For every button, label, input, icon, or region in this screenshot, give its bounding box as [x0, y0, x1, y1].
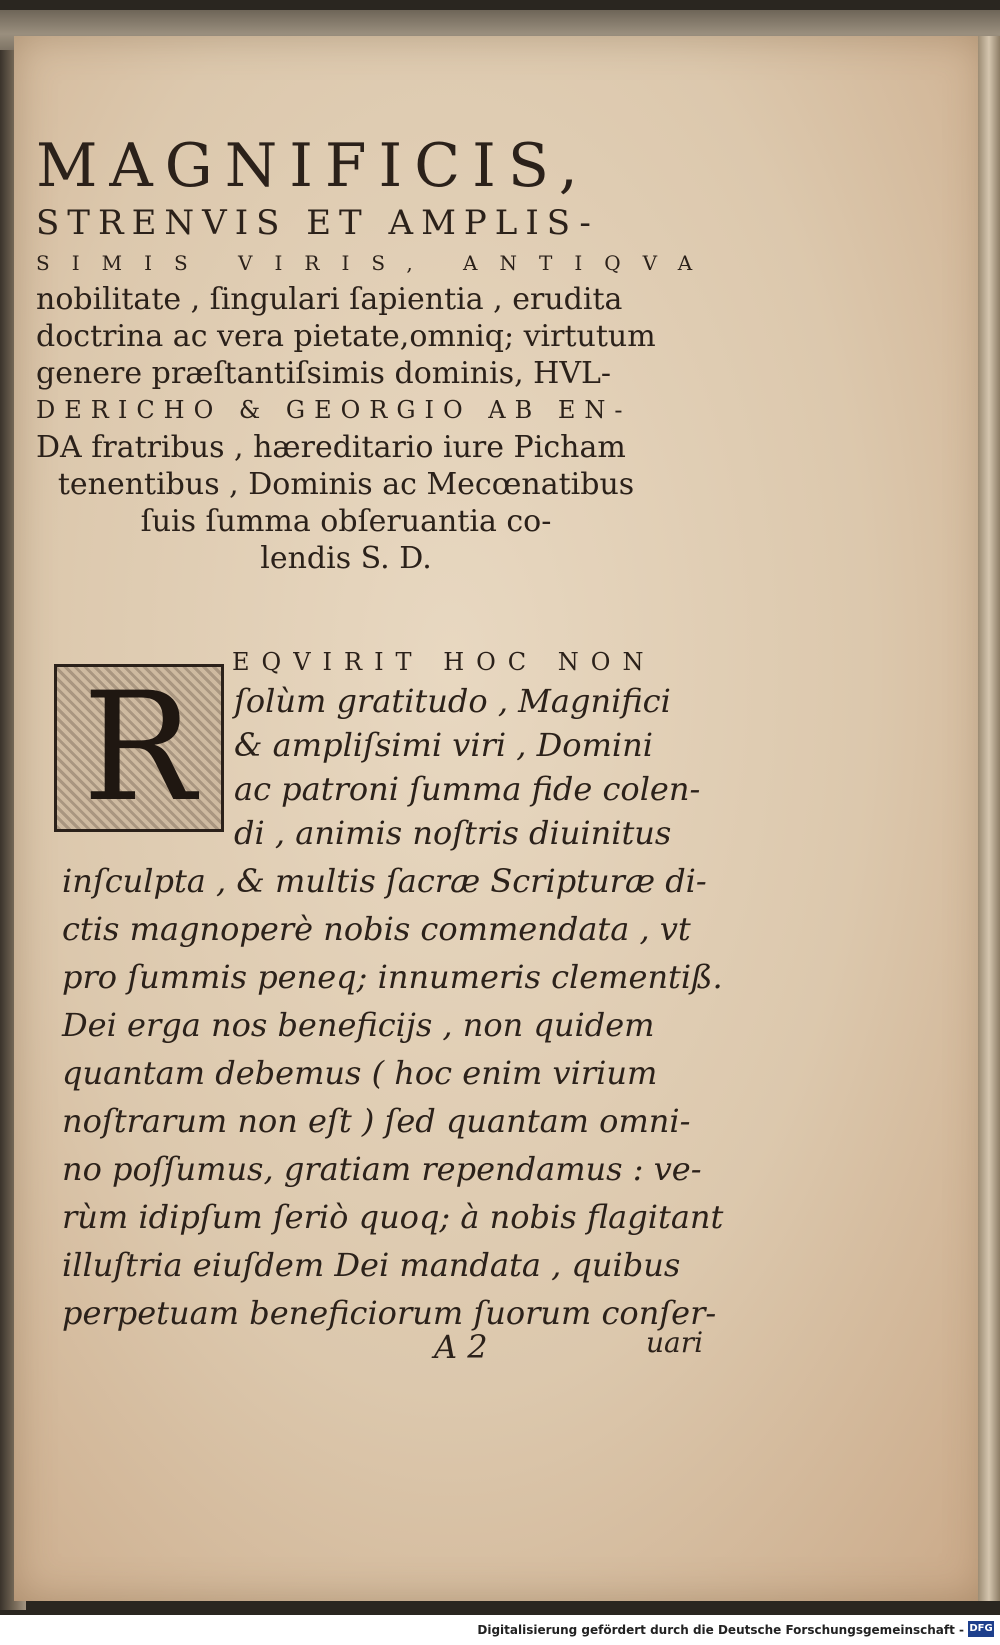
dedication-line-7: DERICHO & GEORGIO AB EN-	[36, 396, 632, 424]
footer-bar	[0, 1615, 1000, 1645]
dedication-line-11: lendis S. D.	[260, 541, 432, 576]
paragraph-line-11: no poſſumus, gratiam rependamus : ve-	[62, 1150, 702, 1188]
paragraph-line-1: ſolùm gratitudo , Magnifici	[234, 682, 671, 720]
dedication-line-9: tenentibus , Dominis ac Mecœnatibus	[57, 467, 635, 502]
dedication-heading	[36, 131, 716, 577]
paragraph-line-14: perpetuam beneficiorum ſuorum conſer-	[62, 1294, 717, 1332]
paragraph-line-8: Dei erga nos beneficijs , non quidem	[62, 1006, 655, 1044]
drop-cap-letter: R	[57, 667, 221, 829]
drop-cap-ornament	[54, 661, 224, 835]
footer-credit: Digitalisierung gefördert durch die Deutsche Forschungsgemeinschaft -	[477, 1623, 964, 1637]
dfg-logo: DFG	[968, 1621, 994, 1637]
dedication-line-3: SIMIS VIRIS, ANTIQVA	[36, 251, 715, 275]
paragraph-line-7: pro ſummis peneq; innumeris clementiß.	[62, 958, 723, 996]
dedication-line-1: MAGNIFICIS,	[36, 131, 590, 201]
dedication-line-2: STRENVIS ET AMPLIS-	[36, 203, 599, 243]
dedication-line-10: ſuis ſumma obſeruantia co-	[140, 504, 552, 539]
paragraph-line-5: inſculpta , & multis ſacræ Scripturæ di-	[62, 862, 707, 900]
paragraph-line-4: di , animis noſtris diuinitus	[234, 814, 672, 852]
book-page	[14, 36, 996, 1601]
signature-mark: A 2	[434, 1328, 488, 1366]
paragraph-line-9: quantam debemus ( hoc enim virium	[62, 1054, 658, 1092]
paragraph-line-2: & ampliſsimi viri , Domini	[234, 726, 653, 764]
paragraph-line-6: ctis magnoperè nobis commendata , vt	[62, 910, 691, 948]
dedication-line-8: DA fratribus , hæreditario iure Picham	[36, 430, 626, 465]
paragraph-line-12: rùm idipſum ſeriò quoq; à nobis flagitant	[62, 1198, 724, 1236]
dedication-line-4: nobilitate , ſingulari ſapientia , erudita	[36, 282, 623, 317]
paragraph-line-13: illuſtria eiuſdem Dei mandata , quibus	[62, 1246, 681, 1284]
dedication-line-6: genere præſtantiſsimis dominis, HVL-	[36, 356, 612, 391]
paragraph-line-3: ac patroni ſumma fide colen-	[234, 770, 701, 808]
catchword: uari	[646, 1326, 704, 1359]
paragraph-line-10: noſtrarum non eſt ) ſed quantam omni-	[62, 1102, 691, 1140]
dedication-line-5: doctrina ac vera pietate,omniq; virtutum	[36, 319, 656, 354]
paragraph-first-line: EQVIRIT HOC NON	[232, 648, 656, 676]
page-edge-stack	[978, 36, 1000, 1601]
